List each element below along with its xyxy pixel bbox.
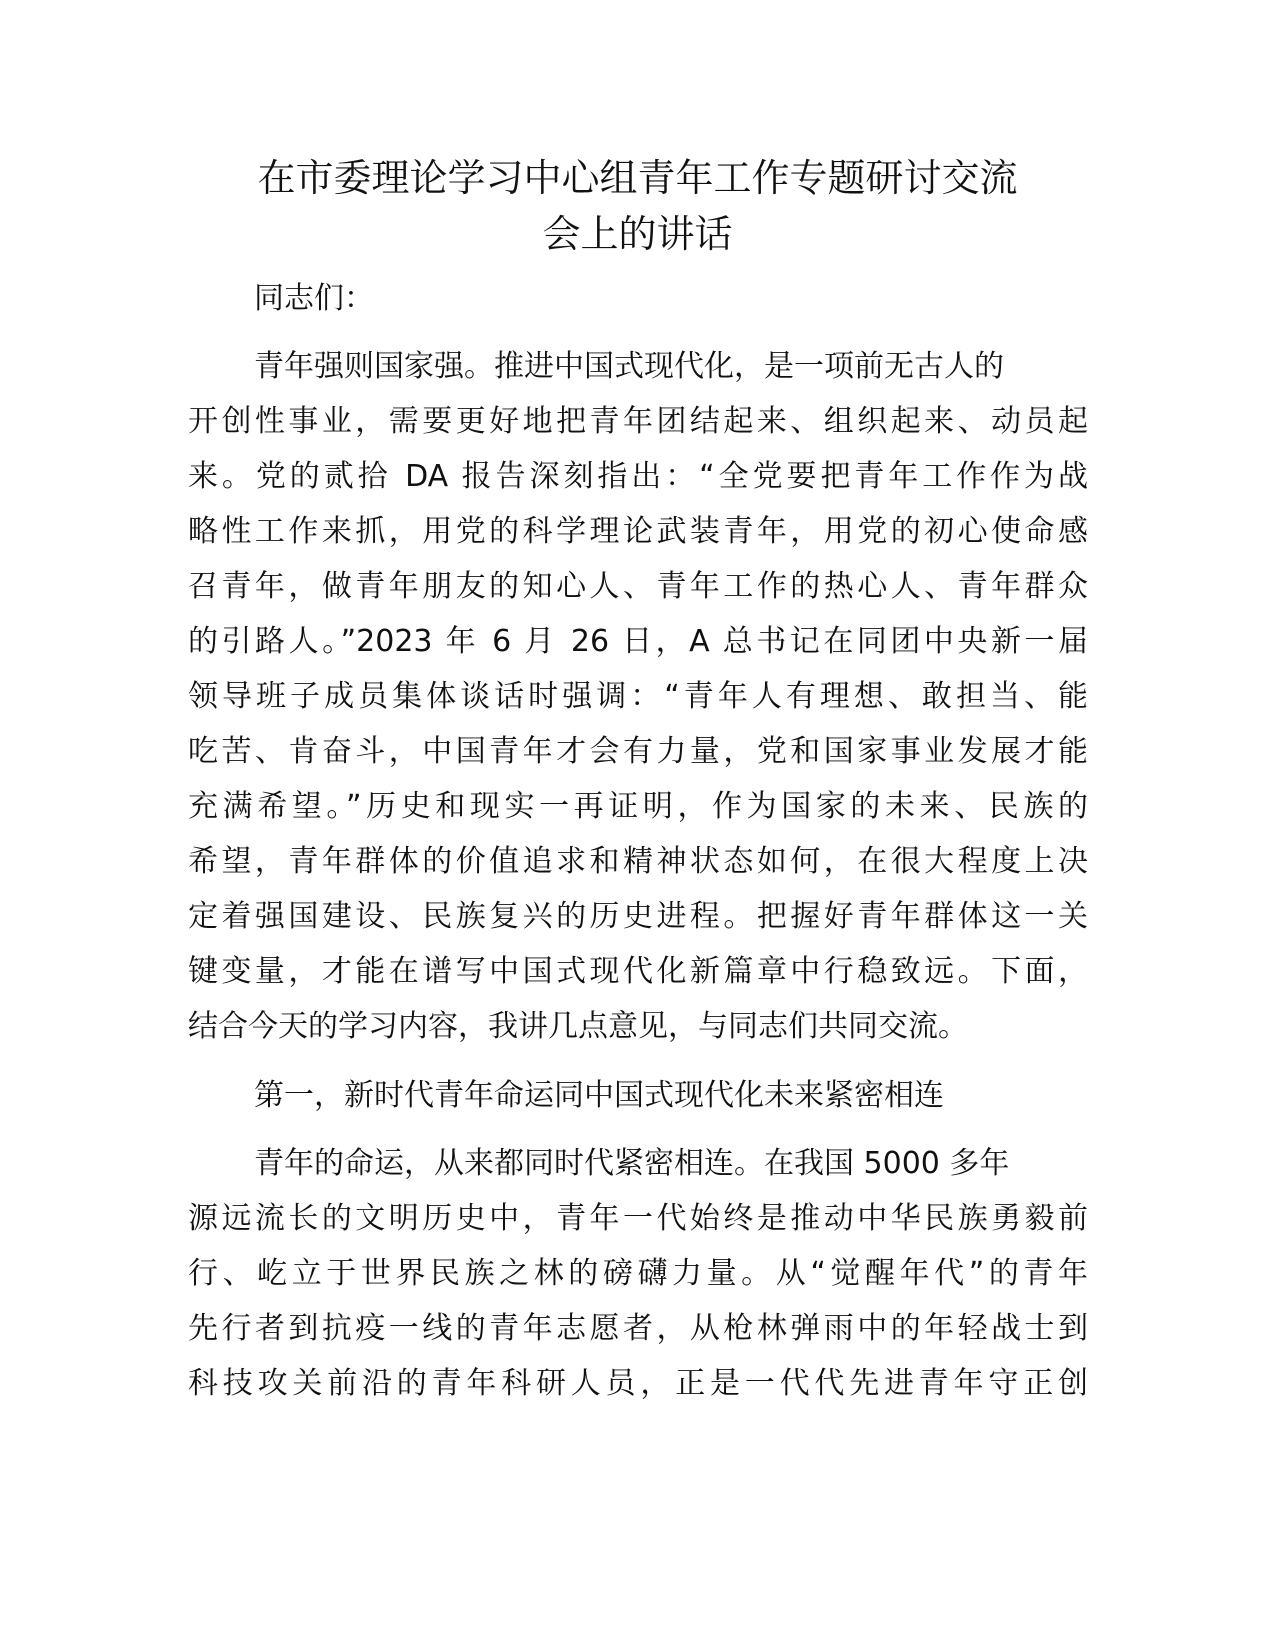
section-heading: 第一，新时代青年命运同中国式现代化未来紧密相连 [254, 1078, 944, 1113]
paragraph-line: 行、屹立于世界民族之林的磅礴力量。从“觉醒年代”的青年 [188, 1256, 1088, 1291]
document-title [180, 150, 1095, 262]
paragraph-line: 科技攻关前沿的青年科研人员，正是一代代先进青年守正创 [188, 1366, 1088, 1401]
paragraph-line: 键变量，才能在谱写中国式现代化新篇章中行稳致远。下面， [188, 954, 1088, 989]
paragraph-line: 充满希望。”历史和现实一再证明，作为国家的未来、民族的 [188, 789, 1088, 824]
paragraph-line: 来。党的贰拾 DA 报告深刻指出：“全党要把青年工作作为战 [188, 459, 1088, 494]
paragraph-line: 结合今天的学习内容，我讲几点意见，与同志们共同交流。 [188, 1009, 968, 1044]
salutation: 同志们： [254, 281, 374, 316]
paragraph-line: 先行者到抗疫一线的青年志愿者，从枪林弹雨中的年轻战士到 [188, 1311, 1088, 1346]
paragraph-line: 定着强国建设、民族复兴的历史进程。把握好青年群体这一关 [188, 899, 1088, 934]
paragraph-line: 青年的命运，从来都同时代紧密相连。在我国 5000 多年 [254, 1146, 1010, 1181]
paragraph-line: 希望，青年群体的价值追求和精神状态如何，在很大程度上决 [188, 844, 1088, 879]
paragraph-line: 吃苦、肯奋斗，中国青年才会有力量，党和国家事业发展才能 [188, 734, 1088, 769]
title-line-2: 会上的讲话 [542, 212, 733, 256]
paragraph-line: 青年强则国家强。推进中国式现代化，是一项前无古人的 [254, 349, 1004, 384]
title-line-1: 在市委理论学习中心组青年工作专题研讨交流 [257, 156, 1018, 200]
paragraph-line: 开创性事业，需要更好地把青年团结起来、组织起来、动员起 [188, 404, 1088, 439]
paragraph-line: 领导班子成员集体谈话时强调：“青年人有理想、敢担当、能 [188, 679, 1088, 714]
paragraph-line: 召青年，做青年朋友的知心人、青年工作的热心人、青年群众 [188, 569, 1088, 604]
paragraph-line: 略性工作来抓，用党的科学理论武装青年，用党的初心使命感 [188, 514, 1088, 549]
paragraph-line: 源远流长的文明历史中，青年一代始终是推动中华民族勇毅前 [188, 1201, 1088, 1236]
paragraph-line: 的引路人。”2023 年 6 月 26 日，A 总书记在同团中央新一届 [188, 624, 1088, 659]
